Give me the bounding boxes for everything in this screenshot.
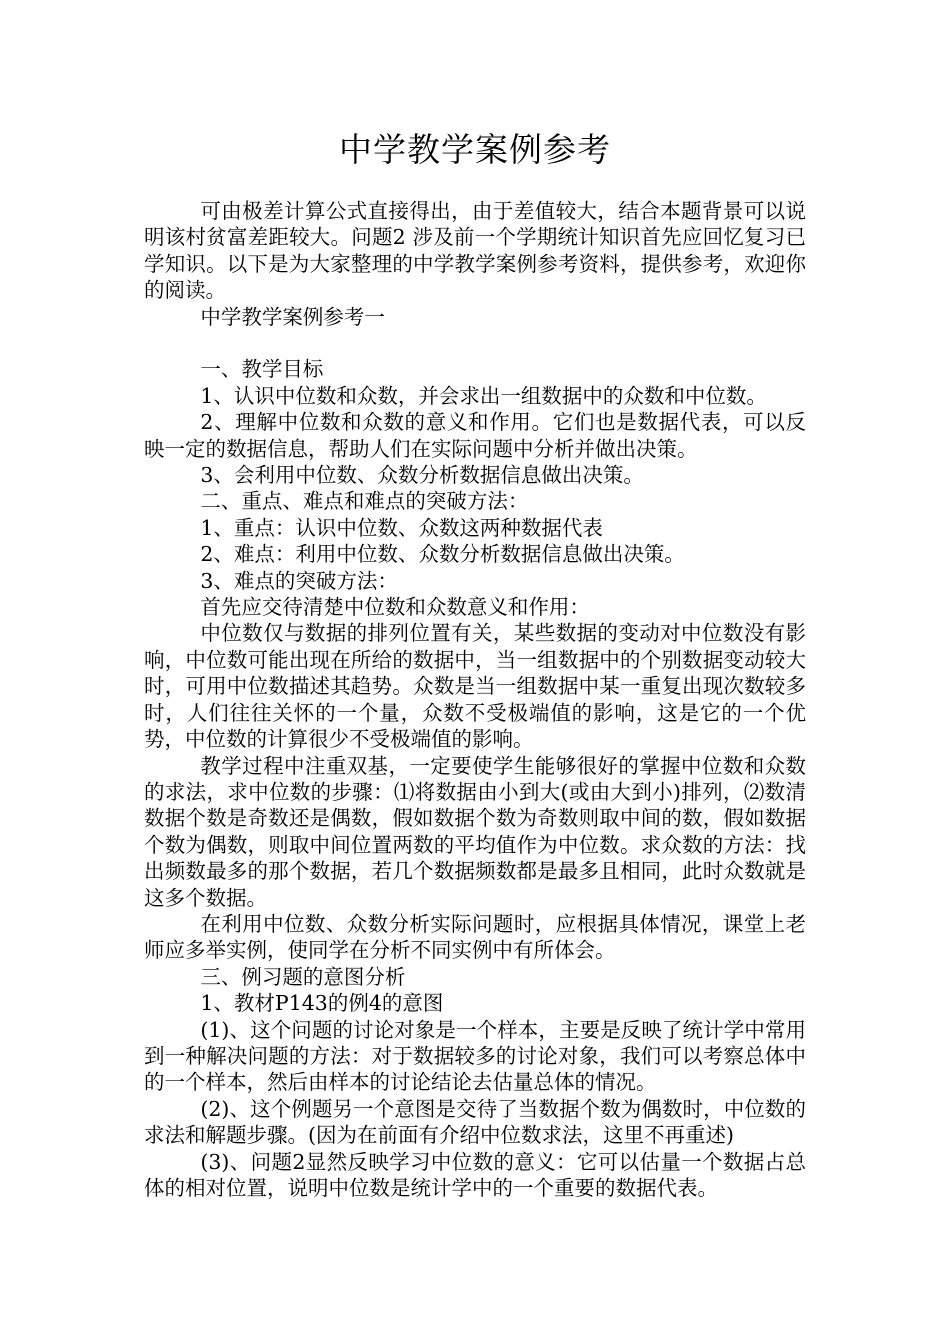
teaching-process-paragraph: 教学过程中注重双基，一定要使学生能够很好的掌握中位数和众数的求法，求中位数的步骤：⑴将数据由小到大(或由大到小)排列，⑵数清数据个数是奇数还是偶数，假如数据个数为奇数则取中间的数，假如数据个数为偶数，则取中间位置两数的平均值作为中位数。求众数的方法：找出频数最多的那个数据，若几个数据频数都是最多且相同，此时众数就是这多个数据。	[144, 753, 806, 910]
section-heading-case-one: 中学教学案例参考一	[200, 304, 385, 329]
intro-paragraph: 可由极差计算公式直接得出，由于差值较大，结合本题背景可以说明该村贫富差距较大。问题2 涉及前一个学期统计知识首先应回忆复习已学知识。以下是为大家整理的中学教学案例参考资料，提供参考，欢迎你的阅读。	[144, 199, 806, 303]
heading-teaching-goals: 一、教学目标	[200, 357, 324, 382]
goal-item-2: 2、理解中位数和众数的意义和作用。它们也是数据代表，可以反映一定的数据信息，帮助人们在实际问题中分析并做出决策。	[144, 410, 806, 461]
application-paragraph: 在利用中位数、众数分析实际问题时，应根据具体情况，课堂上老师应多举实例，使同学在分析不同实例中有所体会。	[144, 911, 806, 963]
example-subitem-3: (3)、问题2显然反映学习中位数的意义：它可以估量一个数据占总体的相对位置，说明中位数是统计学中的一个重要的数据代表。	[144, 1149, 806, 1201]
method-intro: 首先应交待清楚中位数和众数意义和作用：	[200, 595, 590, 620]
document-body	[144, 198, 806, 1201]
key-point-item-2: 2、难点：利用中位数、众数分析数据信息做出决策。	[200, 542, 685, 567]
median-mode-paragraph: 中位数仅与数据的排列位置有关，某些数据的变动对中位数没有影响，中位数可能出现在所给的数据中，当一组数据中的个别数据变动较大时，可用中位数描述其趋势。众数是当一组数据中某一重复出现次数较多时，人们往往关怀的一个量，众数不受极端值的影响，这是它的一个优势，中位数的计算很少不受极端值的影响。	[144, 621, 806, 752]
example-subitem-2: (2)、这个例题另一个意图是交待了当数据个数为偶数时，中位数的求法和解题步骤。(因为在前面有介绍中位数求法，这里不再重述)	[144, 1096, 806, 1148]
goal-item-1: 1、认识中位数和众数，并会求出一组数据中的众数和中位数。	[200, 383, 767, 408]
key-point-item-1: 1、重点：认识中位数、众数这两种数据代表	[200, 515, 603, 540]
heading-example-analysis: 三、例习题的意图分析	[200, 964, 406, 989]
document-title: 中学教学案例参考	[339, 130, 611, 169]
heading-key-points: 二、重点、难点和难点的突破方法：	[200, 489, 529, 514]
key-point-item-3: 3、难点的突破方法：	[200, 568, 398, 593]
example-subitem-1: (1)、这个问题的讨论对象是一个样本，主要是反映了统计学中常用到一种解决问题的方法：对于数据较多的讨论对象，我们可以考察总体中的一个样本，然后由样本的讨论结论去估量总体的情况。	[144, 1017, 806, 1095]
document-page	[144, 0, 806, 1344]
blank-line	[144, 330, 806, 356]
example-item-1: 1、教材P143的例4的意图	[200, 991, 444, 1016]
goal-item-3: 3、会利用中位数、众数分析数据信息做出决策。	[200, 463, 644, 488]
